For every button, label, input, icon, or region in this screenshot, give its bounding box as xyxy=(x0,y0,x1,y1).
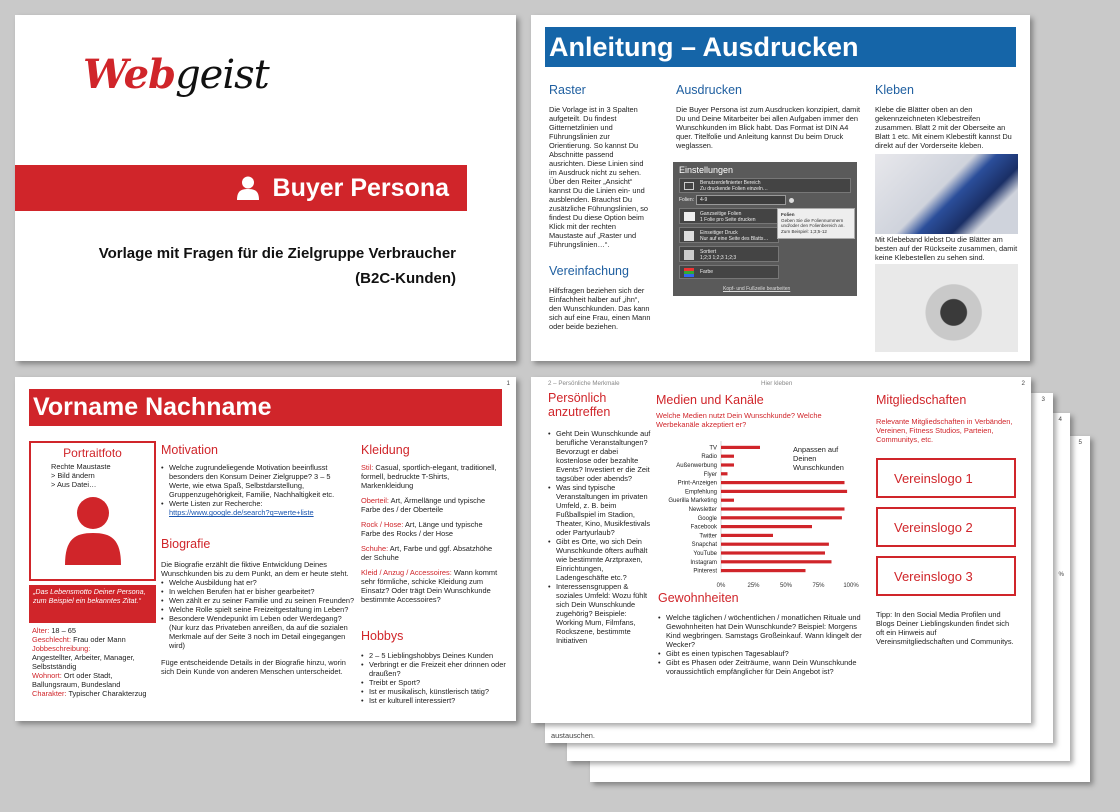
chart-category-label: Instagram xyxy=(690,559,717,566)
mitglied-section xyxy=(876,393,1016,646)
print-option-range-a: Benutzerdefinierter Bereich xyxy=(700,180,761,186)
vereinslogo-3[interactable]: Vereinslogo 3 xyxy=(876,556,1016,596)
motivation-section xyxy=(161,443,353,517)
medien-question: Welche Medien nutzt Dein Wunschkunde? Welche Werbekanäle akzeptiert er? xyxy=(656,411,822,430)
cover-banner-title: Buyer Persona xyxy=(272,173,449,202)
kleidung-heading: Kleidung xyxy=(361,443,410,457)
list-item: • Interessensgruppen & soziales Umfeld: Wozu fühlt sich Dein Wunschkunde zugehörig? Beispiele: Working Mum, Filmfans, Rockszene, bestimmte Initiativen xyxy=(548,582,652,645)
page-header-left: 2 – Persönliche Merkmale xyxy=(548,380,620,387)
raster-text: Die Vorlage ist in 3 Spalten aufgeteilt. Du findest Gitternetzlinien und Führungslinien zur Orientierung. So kannst Du Abschnitte passend ausrichten. Diese Linien sind im Ausdruck nicht zu sehen. Über den Reiter „Ansicht“ kannst Du die Linien ein- und ausblenden. Brauchst Du zusätzliche Führungslinien, so findest Du diese Option beim Klick mit der rechten Maustaste auf „Raster und Führungslinien…“. xyxy=(549,105,649,250)
motto-text: „Das Lebensmotto Deiner Persona, zum Beispiel ein bekanntes Zitat.“ xyxy=(33,587,146,605)
chart-category-label: Flyer xyxy=(703,471,717,478)
vereinfachung-heading: Vereinfachung xyxy=(549,263,629,278)
print-tooltip xyxy=(777,208,855,239)
cover-subtitle xyxy=(99,241,456,291)
chart-category-label: Guerilla Marketing xyxy=(668,498,717,505)
portrait-hints xyxy=(31,462,154,489)
ausdrucken-text: Die Buyer Persona ist zum Ausdrucken konzipiert, damit Du und Deine Mitarbeiter bei allen Aufgaben immer den Wunschkunden im Blick habt. Das Format ist DIN A4 quer. Titelfolie und Anleitung kannst Du beim Druck weglassen. xyxy=(676,105,861,151)
portrait-box[interactable] xyxy=(29,441,156,581)
gewohnheiten-list xyxy=(658,613,868,676)
gewohnheiten-heading: Gewohnheiten xyxy=(658,591,739,605)
kleidung-text: Casual, sportlich-elegant, traditionell, formell, bedruckte T-Shirts, Markenkleidung xyxy=(361,463,497,491)
person-icon xyxy=(237,176,259,200)
chart-tick-label: 25% xyxy=(747,583,760,589)
chart-category-label: Pinterest xyxy=(693,568,717,575)
fact-value: 18 – 65 xyxy=(51,626,76,635)
persona-name[interactable]: Vorname Nachname xyxy=(33,393,272,421)
chart-bar xyxy=(721,507,845,510)
print-option-collate-b: 1;2;3 1;2;3 1;2;3 xyxy=(700,255,737,261)
list-item: • Gibt es Phasen oder Zeiträume, wann Dein Wunschkunde voraussichtlich empfänglicher für Dein Angebot ist? xyxy=(658,658,868,676)
chart-tick-label: 75% xyxy=(812,583,825,589)
motivation-heading: Motivation xyxy=(161,443,218,457)
chart-legend: Anpassen auf Deinen Wunschkunden xyxy=(793,445,844,473)
print-option-range-b: Zu druckende Folien einzeln… xyxy=(700,186,768,192)
medien-section xyxy=(656,393,866,429)
fact-label: Geschlecht: xyxy=(32,635,72,645)
kleidung-text: Wann kommt sehr förmliche, schicke Kleidung zum Einsatz? Oder trägt Dein Wunschkunde bestimmte Accessoires? xyxy=(361,568,498,605)
kleidung-text: Art, Farbe und ggf. Absatzhöhe der Schuhe xyxy=(361,544,493,563)
werte-link[interactable]: https://www.google.de/search?q=werte+liste xyxy=(169,508,314,518)
slide-icon xyxy=(684,212,695,221)
fact-label: Wohnort: xyxy=(32,671,62,681)
fact-value: Frau oder Mann xyxy=(73,635,126,645)
print-option-layout[interactable] xyxy=(679,208,779,224)
chart-category-label: Print-Anzeigen xyxy=(677,480,717,487)
kleidung-item xyxy=(361,544,503,562)
chart-category-label: YouTube xyxy=(693,551,717,557)
chart-bar xyxy=(721,525,812,528)
grid-icon xyxy=(684,182,694,190)
cover-subtitle-line1: Vorlage mit Fragen für die Zielgruppe Verbraucher xyxy=(98,245,456,262)
chart-bar xyxy=(721,516,842,519)
motto-box xyxy=(29,585,156,623)
list-item: • In welchen Berufen hat er bisher gearbeitet? xyxy=(161,587,357,596)
kleidung-item xyxy=(361,463,503,490)
print-option-layout-b: 1 Folie pro Seite drucken xyxy=(700,217,756,223)
vereinslogo-2[interactable]: Vereinslogo 2 xyxy=(876,507,1016,547)
chart-bar xyxy=(721,560,832,563)
stack-percent: % xyxy=(1058,571,1064,578)
print-dialog-screenshot xyxy=(673,162,857,296)
anleitung-title-bar xyxy=(545,27,1016,67)
biografie-intro: Die Biografie erzählt die fiktive Entwicklung Deines Wunschkunden bis zu dem Punkt, an dem er heute steht. xyxy=(161,560,349,579)
mitglied-tip: Tipp: In den Social Media Profilen und Blogs Deiner Lieblingskunden findet sich oft ein Hinweis auf Vereinsmitgliedschaften und Communitys. xyxy=(876,610,1014,647)
fact-label: Charakter: xyxy=(32,689,67,699)
fact-alter xyxy=(32,626,152,635)
page-number: 1 xyxy=(506,380,510,387)
print-option-collate[interactable] xyxy=(679,246,779,262)
list-item: • Ist er musikalisch, künstlerisch tätig? xyxy=(361,687,506,696)
list-item: • Welche Ausbildung hat er? xyxy=(161,578,357,587)
print-tooltip-text: Geben Sie die Foliennummern und/oder den Folienbereich an. Zum Beispiel: 1;3;5-12 xyxy=(781,217,845,235)
list-item: • Gibt es Orte, wo sich Dein Wunschkunde öfters aufhält wie bestimmte Arztpraxen, Einrichtungen, Ladengeschäfte etc.? xyxy=(548,537,652,582)
brand-logo xyxy=(83,51,269,98)
biografie-outro: Füge entscheidende Details in der Biografie hinzu, worin sich Dein Kunde von anderen Menschen unterscheidet. xyxy=(161,658,346,677)
fact-value: Ort oder Stadt, Ballungsraum, Bundesland xyxy=(32,671,121,690)
info-icon xyxy=(789,198,794,203)
fact-value: Angestellter, Arbeiter, Manager, Selbstständig xyxy=(32,653,135,672)
kleidung-item xyxy=(361,568,503,604)
avatar-icon xyxy=(63,495,123,565)
page-icon xyxy=(684,231,694,241)
chart-bar xyxy=(721,472,728,475)
chart-tick-label: 0% xyxy=(716,583,726,589)
chart-category-label: Google xyxy=(697,515,717,522)
print-option-color[interactable] xyxy=(679,265,779,279)
fact-value: Typischer Charakterzug xyxy=(68,689,147,699)
kleidung-text: Art, Ärmellänge und typische Farbe des / der Oberteile xyxy=(361,496,486,515)
print-dialog-title: Einstellungen xyxy=(679,165,734,175)
chart-tick-label: 100% xyxy=(843,583,859,589)
print-option-layout-a: Ganzseitige Folien xyxy=(700,211,742,217)
list-item xyxy=(161,499,353,517)
fact-job xyxy=(32,644,152,671)
print-option-color-a: Farbe xyxy=(700,269,714,275)
list-item: • Verbringt er die Freizeit eher drinnen oder draußen? xyxy=(361,660,506,678)
brand-logo-geist: geist xyxy=(175,52,269,98)
print-tooltip-title: Folien xyxy=(781,212,795,217)
stack-page-number: 5 xyxy=(1078,439,1082,446)
print-option-sides-b: Nur auf eine Seite des Blatts… xyxy=(700,236,769,242)
hobbys-list xyxy=(361,651,506,705)
portrait-title: Portraitfoto xyxy=(63,446,122,460)
fact-label: Alter: xyxy=(32,626,50,635)
kleidung-label: Oberteil: xyxy=(361,496,389,506)
fact-label: Jobbeschreibung: xyxy=(32,644,91,654)
mitglied-intro: Relevante Mitgliedschaften in Verbänden, Vereinen, Fitness Studios, Parteien, Communitys, etc. xyxy=(876,417,1013,445)
kleben-photo-tape xyxy=(875,264,1018,352)
raster-column xyxy=(549,83,651,331)
list-item: • Was sind typische Veranstaltungen im privaten Umfeld, z. B. beim Fußballspiel im Stadion, Theater, Kino, Musikfestivals oder Partyurlaub? xyxy=(548,483,652,537)
chart-category-label: Facebook xyxy=(690,524,717,531)
kleidung-label: Stil: xyxy=(361,463,374,472)
cover-slide xyxy=(15,15,516,361)
chart-category-label: Radio xyxy=(701,454,717,461)
print-folien-row xyxy=(679,195,851,205)
persoenlich-list xyxy=(548,429,652,646)
print-option-sides[interactable] xyxy=(679,227,779,243)
list-item: • Geht Dein Wunschkunde auf berufliche Veranstaltungen? Bevorzugt er dabei kostenlose oder bezahlte Events? Investiert er die Zeit tagsüber oder abends? xyxy=(548,429,652,483)
list-item: • Welche täglichen / wöchentlichen / monatlichen Rituale und Gewohnheiten hat Dein Wunschkunde? Beispiel: Morgens Kind wegbringen. Samstags Großeinkauf. Wann klingelt der Wecker? xyxy=(658,613,868,649)
anleitung-title: Anleitung – Ausdrucken xyxy=(549,31,859,62)
chart-bar xyxy=(721,499,734,502)
chart-bar xyxy=(721,534,773,537)
chart-bar xyxy=(721,551,825,554)
kleidung-item xyxy=(361,496,503,514)
vereinfachung-text: Hilfsfragen beziehen sich der Einfachheit halber auf „ihn“, den Wunschkunden. Das kann sich auf eine Frau, einen Mann oder beide beziehen. xyxy=(549,285,651,331)
name-banner xyxy=(29,389,502,426)
print-footer-link[interactable]: Kopf- und Fußzeile bearbeiten xyxy=(723,286,791,292)
list-item: • Welche zugrundeliegende Motivation beeinflusst besonders den Konsum Deiner Zielgruppe? 3 – 5 Werte, wie etwa Spaß, Selbstdarstellung, Gruppenzugehörigkeit, Familie, Nachhaltigkeit etc. xyxy=(161,463,353,499)
chart-category-label: Snapchat xyxy=(691,542,717,549)
chart-bar xyxy=(721,463,734,466)
hobbys-heading: Hobbys xyxy=(361,629,404,643)
portrait-hint-1: Rechte Maustaste xyxy=(51,462,111,471)
gewohnheiten-section xyxy=(658,591,868,676)
persoenlich-section xyxy=(548,391,652,646)
persona-page-2 xyxy=(531,377,1031,723)
kleben-photo-gluestick xyxy=(875,154,1018,234)
print-folien-label: Folien: xyxy=(679,197,695,203)
cover-subtitle-line2: (B2C-Kunden) xyxy=(355,270,456,287)
print-option-range[interactable] xyxy=(679,178,851,193)
chart-bar xyxy=(721,455,734,458)
raster-heading: Raster xyxy=(549,83,586,97)
chart-bar xyxy=(721,569,806,572)
kleben-heading: Kleben xyxy=(875,83,914,97)
chart-bar xyxy=(721,446,760,449)
biografie-list xyxy=(161,578,357,650)
portrait-hint-2: > Bild ändern xyxy=(51,471,95,481)
persona-page-1 xyxy=(15,377,516,721)
biografie-heading: Biografie xyxy=(161,537,211,551)
page-number: 2 xyxy=(1021,380,1025,387)
print-folien-input[interactable]: 4-9 xyxy=(696,195,786,205)
chart-bar xyxy=(721,543,829,546)
print-option-sides-a: Einseitiger Druck xyxy=(700,230,738,236)
list-item: • Besondere Wendepunkt im Leben oder Werdegang? (Nur kurz das Privateben anreißen, da auf die sozialen Merkmale auf der Seite 3 noch im Detail eingegangen wird) xyxy=(161,614,357,650)
stack-page-number: 4 xyxy=(1058,416,1062,423)
motivation-list xyxy=(161,463,353,517)
chart-category-label: Empfehlung xyxy=(684,489,717,496)
list-item: • 2 – 5 Lieblingshobbys Deines Kunden xyxy=(361,651,506,660)
chart-category-label: Twitter xyxy=(699,533,717,540)
list-item: • Wen zählt er zu seiner Familie und zu seinen Freunden? xyxy=(161,596,357,605)
kleidung-section xyxy=(361,443,503,604)
kleidung-label: Kleid / Anzug / Accessoires: xyxy=(361,568,452,578)
chart-bar xyxy=(721,481,845,484)
chart-category-label: Newsletter xyxy=(688,507,717,513)
list-item: • Welche Rolle spielt seine Freizeitgestaltung im Leben? xyxy=(161,605,357,614)
fact-geschlecht xyxy=(32,635,152,644)
vereinslogo-1[interactable]: Vereinslogo 1 xyxy=(876,458,1016,498)
list-item-text: Werte Listen zur Recherche: xyxy=(169,499,263,509)
kleben-column xyxy=(875,83,1018,352)
facts-list xyxy=(32,626,152,698)
list-item: • Treibt er Sport? xyxy=(361,678,506,687)
list-item: • Ist er kulturell interessiert? xyxy=(361,696,506,705)
ausdrucken-column xyxy=(676,83,864,150)
stack-text-austauschen: austauschen. xyxy=(551,730,595,740)
stack-page-number: 3 xyxy=(1041,396,1045,403)
mitglied-heading: Mitgliedschaften xyxy=(876,393,967,407)
persoenlich-heading: Persönlich anzutreffen xyxy=(548,391,611,420)
kleidung-label: Schuhe: xyxy=(361,544,389,554)
hobbys-section xyxy=(361,629,506,705)
biografie-section xyxy=(161,537,357,676)
kleidung-text: Art, Länge und typische Farbe des Rocks / der Hose xyxy=(361,520,483,539)
cover-banner xyxy=(15,165,467,211)
chart-category-label: TV xyxy=(709,445,717,452)
fact-charakter xyxy=(32,689,152,698)
brand-logo-web: Web xyxy=(83,51,176,98)
chart-category-label: Außenwerbung xyxy=(676,463,717,469)
ausdrucken-heading: Ausdrucken xyxy=(676,83,743,97)
kleben-text-1: Klebe die Blätter oben an den gekennzeichneten Klebestreifen zusammen. Blatt 2 mit der Oberseite an Blatt 1 etc. Mit einem Klebestift kannst Du direkt auf der Vorderseite kleben. xyxy=(875,105,1012,151)
list-item: • Gibt es einen typischen Tagesablauf? xyxy=(658,649,868,658)
color-icon xyxy=(684,268,694,277)
medien-heading: Medien und Kanäle xyxy=(656,393,764,407)
anleitung-slide xyxy=(531,15,1030,361)
kleben-text-2: Mit Klebeband klebst Du die Blätter am besten auf der Rückseite zusammen, damit keine Klebestellen zu sehen sind. xyxy=(875,235,1018,263)
kleidung-item xyxy=(361,520,503,538)
fact-wohnort xyxy=(32,671,152,689)
portrait-hint-3: > Aus Datei… xyxy=(51,480,97,490)
kleidung-label: Rock / Hose: xyxy=(361,520,404,530)
print-option-collate-a: Sortiert xyxy=(700,249,717,255)
chart-bar xyxy=(721,490,847,493)
chart-tick-label: 50% xyxy=(779,583,793,589)
collate-icon xyxy=(684,250,694,260)
glue-strip-label: Hier kleben xyxy=(761,380,793,387)
